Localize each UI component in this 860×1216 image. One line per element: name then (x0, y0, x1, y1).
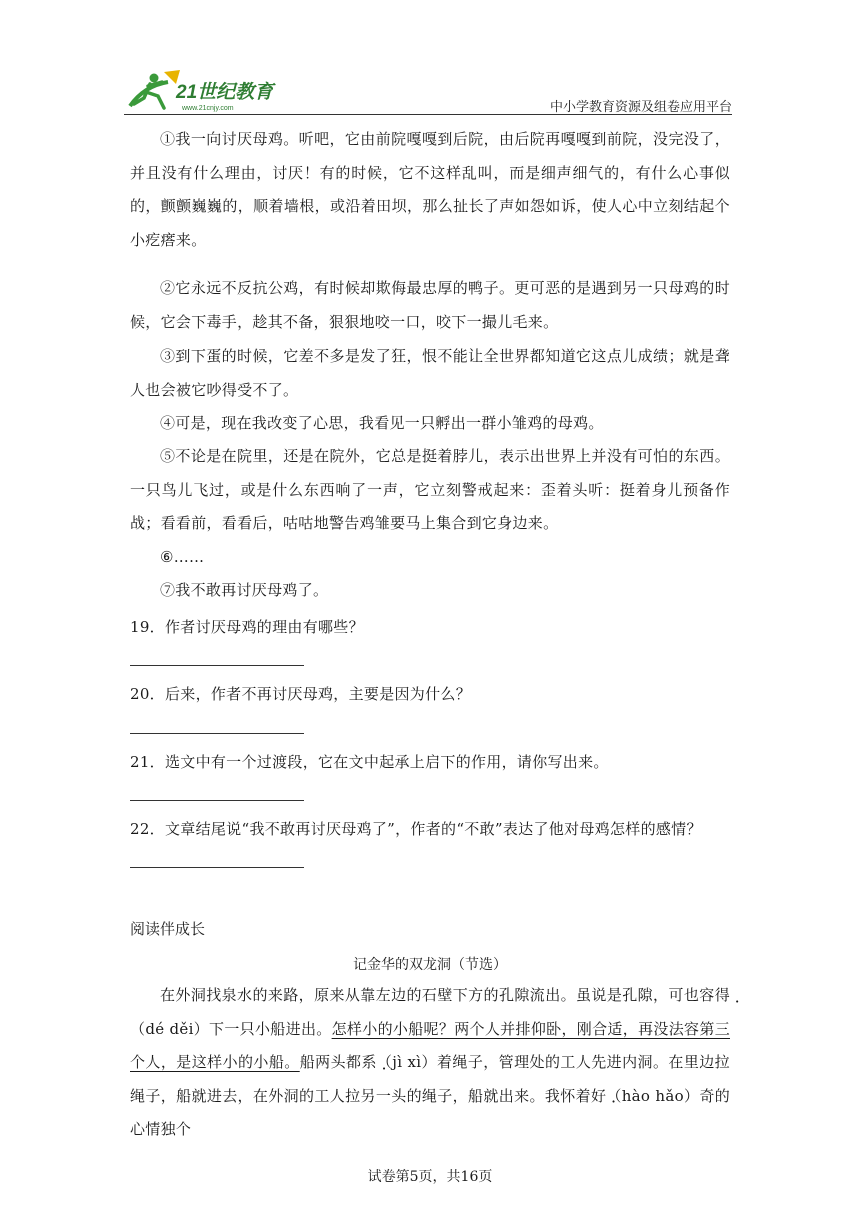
page-header (124, 66, 732, 115)
paragraph-2: ②它永远不反抗公鸡，有时候却欺侮最忠厚的鸭子。更可恶的是遇到另一只母鸡的时候，它会下毒手，趁其不备，狠狠地咬一口，咬下一撮儿毛来。 (130, 279, 730, 331)
logo-text: 21世纪教育 (176, 82, 274, 103)
answer-line-22[interactable] (130, 867, 304, 868)
question-22: 22．文章结尾说“我不敢再讨厌母鸡了”，作者的“不敢”表达了他对母鸡怎样的感情？ (130, 820, 702, 838)
text-span: 船两头都 (299, 1053, 362, 1071)
article-paragraph (130, 979, 730, 1147)
paragraph-3: ③到下蛋的时候，它差不多是发了狂，恨不能让全世界都知道它这点儿成绩；就是聋人也会被它吵得受不了。 (130, 347, 730, 399)
underlined-sentence: 怎样小的小船呢？两个人并排仰卧，刚合适，再没法容第三个人，是这样小的小船。 (130, 1019, 730, 1071)
emphasis-char: 得 (714, 986, 730, 1004)
answer-line-21[interactable] (130, 800, 304, 801)
platform-name: 中小学教育资源及组卷应用平台 (549, 100, 732, 115)
question-21: 21．选文中有一个过渡段，它在文中起承上启下的作用，请你写出来。 (130, 753, 609, 771)
article-title: 记金华的双龙洞（节选） (353, 957, 507, 973)
paragraph-1: ①我一向讨厌母鸡。听吧，它由前院嘎嘎到后院，由后院再嘎嘎到前院，没完没了，并且没有什么理由，讨厌！有的时候，它不这样乱叫，而是细声细气的，有什么心事似的，颤颤巍巍的，顺着墙根，或沿着田坝，那么扯长了声如怨如诉，使人心中立刻结起个小疙瘩来。 (130, 130, 730, 249)
question-19: 19．作者讨厌母鸡的理由有哪些？ (130, 618, 364, 636)
page-footer: 试卷第5页，共16页 (367, 1169, 493, 1185)
site-logo-icon (124, 68, 294, 114)
emphasis-char: 系 (361, 1053, 377, 1071)
question-20: 20．后来，作者不再讨厌母鸡，主要是因为什么？ (130, 685, 471, 703)
answer-line-20[interactable] (130, 733, 304, 734)
paragraph-4: ④可是，现在我改变了心思，我看见一只孵出一群小雏鸡的母鸡。 (160, 414, 604, 432)
text-span: 在外洞找泉水的来路，原来从靠左边的石壁下方的孔隙流出。虽说是孔隙，可也容 (160, 986, 715, 1004)
paragraph-7: ⑦我不敢再讨厌母鸡了。 (160, 581, 329, 599)
text-span: （dé děi）下一只小船进出。 (130, 1019, 332, 1038)
paragraph-6: ⑥…… (160, 548, 205, 566)
logo-url: www.21cnjy.com (182, 105, 234, 112)
text-span: （jì xì）着绳子，管理处的工人先进内洞。在里边拉绳子，船就进去，在外洞的工人拉另一头的绳子，船就出来。我怀着 (130, 1053, 730, 1105)
paragraph-5: ⑤不论是在院里，还是在院外，它总是挺着脖儿，表示出世界上并没有可怕的东西。一只鸟儿飞过，或是什么东西响了一声，它立刻警戒起来：歪着头听：挺着身儿预备作战；看看前，看看后，咕咕地警告鸡雏要马上集合到它身边来。 (130, 447, 730, 532)
section-title: 阅读伴成长 (130, 920, 206, 938)
text-span: （hào hǎo）奇的心情独个 (130, 1086, 730, 1138)
answer-line-19[interactable] (130, 665, 304, 666)
emphasis-char: 好 (590, 1086, 607, 1105)
